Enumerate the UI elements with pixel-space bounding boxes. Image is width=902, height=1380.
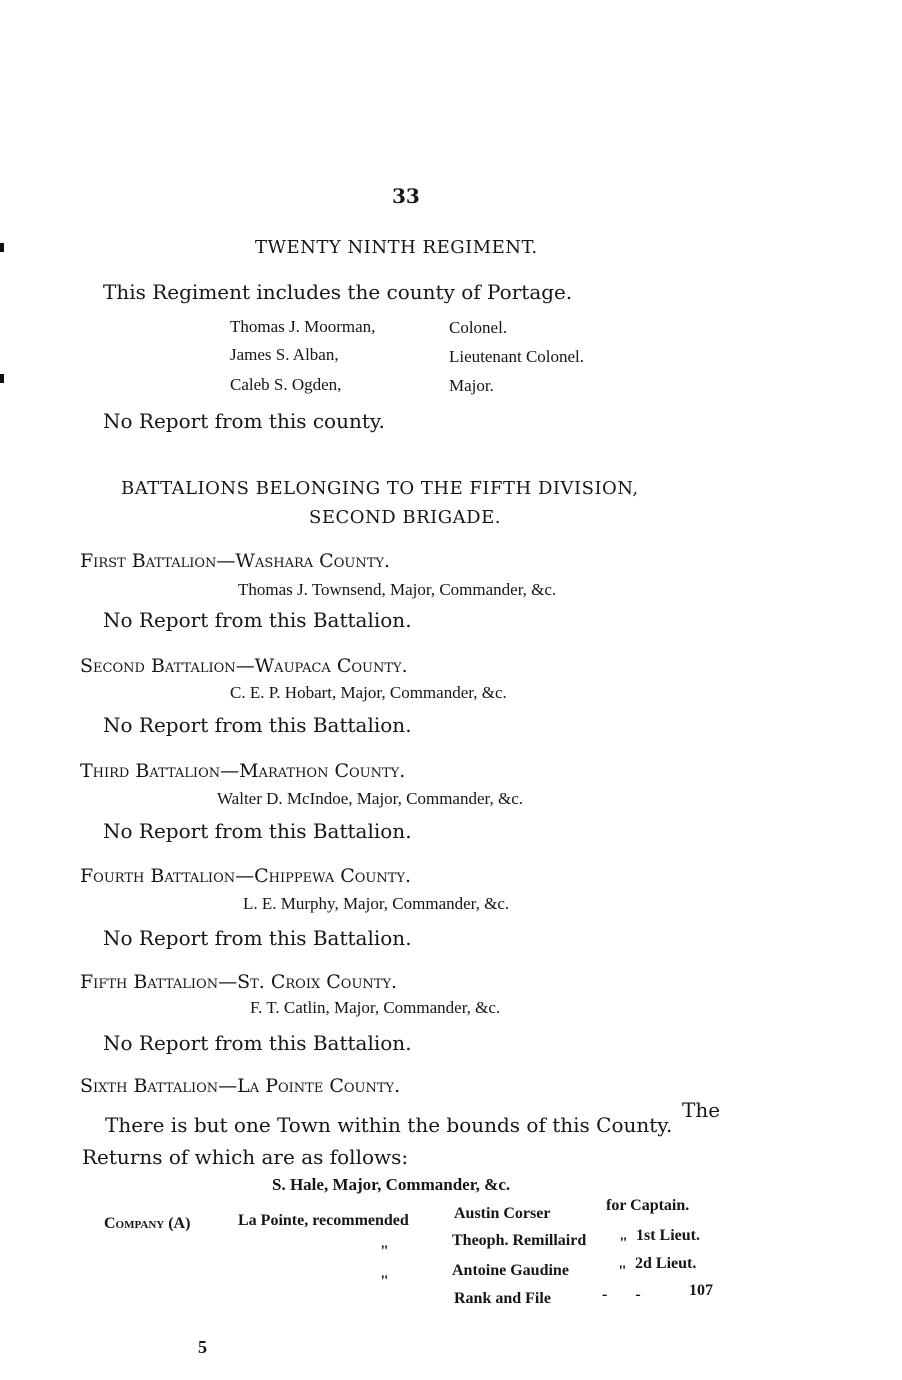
- signature-number: 5: [198, 1337, 207, 1357]
- officer-rank: Major.: [449, 376, 494, 395]
- company-row-name: Antoine Gaudine: [452, 1262, 569, 1279]
- battalion-officer: C. E. P. Hobart, Major, Commander, &c.: [230, 683, 507, 702]
- ditto-mark: ": [380, 1243, 389, 1260]
- battalion-officer: Walter D. McIndoe, Major, Commander, &c.: [217, 789, 524, 808]
- officer-name: James S. Alban,: [230, 345, 339, 364]
- company-row-role: 2d Lieut.: [635, 1255, 697, 1272]
- company-row-total: 107: [689, 1282, 713, 1299]
- battalion-officer: Thomas J. Townsend, Major, Commander, &c.: [238, 580, 557, 599]
- battalion-note: No Report from this Battalion.: [103, 608, 412, 632]
- company-row-role: 1st Lieut.: [636, 1227, 700, 1244]
- ditto-mark: ": [618, 1263, 627, 1280]
- ditto-mark: ": [619, 1235, 628, 1252]
- sixth-para-line1: There is but one Town within the bounds of this County.: [105, 1113, 673, 1137]
- company-row-role: for Captain.: [606, 1197, 690, 1214]
- company-text: La Pointe, recommended: [238, 1212, 409, 1229]
- sixth-para-line1-end: The: [682, 1098, 721, 1122]
- division-heading-line2: SECOND BRIGADE.: [309, 507, 501, 528]
- battalion-officer: F. T. Catlin, Major, Commander, &c.: [250, 998, 501, 1017]
- battalion-note: No Report from this Battalion.: [103, 1031, 412, 1055]
- battalion-officer: L. E. Murphy, Major, Commander, &c.: [243, 894, 510, 913]
- battalion-heading: First Battalion—Washara County.: [80, 550, 391, 572]
- officer-name: Thomas J. Moorman,: [230, 317, 376, 336]
- battalion-note: No Report from this Battalion.: [103, 819, 412, 843]
- regiment-intro: This Regiment includes the county of Portage.: [103, 280, 573, 304]
- officer-name: Caleb S. Ogden,: [230, 375, 342, 394]
- division-heading-line1: BATTALIONS BELONGING TO THE FIFTH DIVISION,: [121, 478, 639, 499]
- margin-mark: [0, 374, 4, 383]
- company-row-name: Theoph. Remillaird: [452, 1232, 587, 1249]
- company-row-name: Rank and File: [454, 1290, 551, 1307]
- sixth-para-line2: Returns of which are as follows:: [82, 1145, 409, 1169]
- page-number: 33: [392, 184, 420, 208]
- sixth-officer: S. Hale, Major, Commander, &c.: [272, 1175, 511, 1194]
- regiment-title: TWENTY NINTH REGIMENT.: [255, 237, 538, 258]
- margin-mark: [0, 243, 4, 252]
- company-row-name: Austin Corser: [454, 1205, 551, 1222]
- battalion-heading: Fourth Battalion—Chippewa County.: [80, 865, 412, 887]
- officer-rank: Lieutenant Colonel.: [449, 347, 585, 366]
- company-label: Company (A): [104, 1215, 191, 1232]
- battalion-note: No Report from this Battalion.: [103, 926, 412, 950]
- battalion-heading: Sixth Battalion—La Pointe County.: [80, 1075, 401, 1097]
- battalion-heading: Third Battalion—Marathon County.: [80, 760, 406, 782]
- battalion-heading: Fifth Battalion—St. Croix County.: [80, 971, 398, 993]
- ditto-mark: ": [380, 1273, 389, 1290]
- company-row-dashes: - -: [602, 1286, 641, 1303]
- battalion-note: No Report from this Battalion.: [103, 713, 412, 737]
- regiment-note: No Report from this county.: [103, 409, 385, 433]
- battalion-heading: Second Battalion—Waupaca County.: [80, 655, 408, 677]
- officer-rank: Colonel.: [449, 318, 508, 337]
